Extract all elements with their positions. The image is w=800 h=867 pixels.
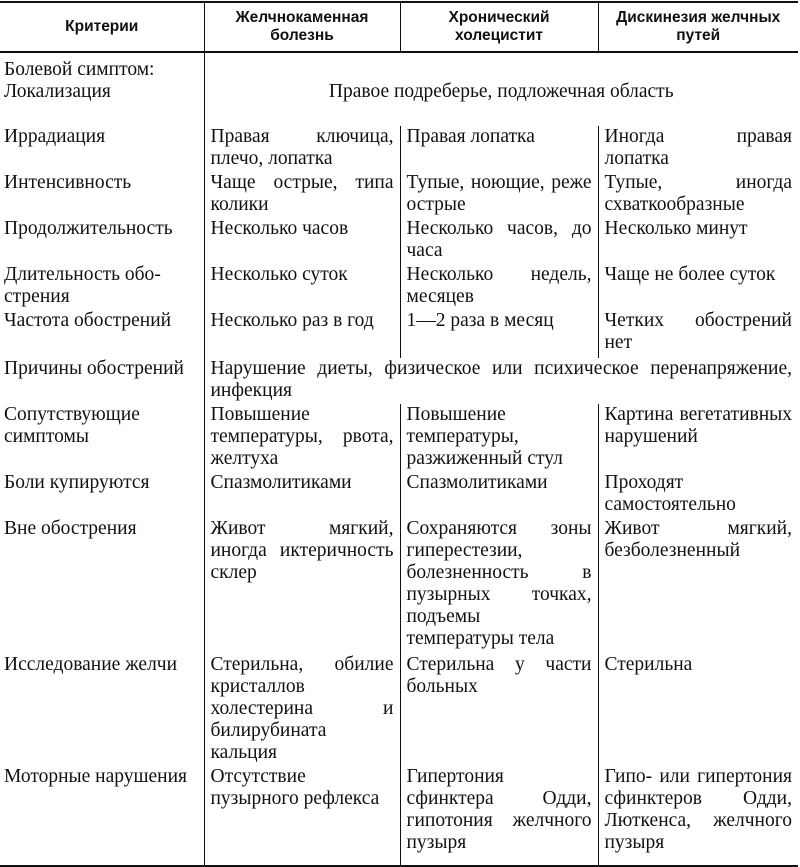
row-criterion: Вне обострения bbox=[4, 518, 137, 539]
table-row bbox=[0, 766, 798, 866]
cell-gallstone-disease: Несколько суток bbox=[204, 264, 400, 310]
cell-biliary-dyskinesia: Картина вегетативных нарушений bbox=[598, 404, 798, 472]
cell-chronic-cholecystitis: Несколько недель, месяцев bbox=[400, 264, 598, 310]
comparison-table bbox=[0, 1, 798, 867]
header-criteria: Критерии bbox=[0, 2, 204, 52]
table-row bbox=[0, 472, 798, 518]
table-body bbox=[0, 52, 798, 866]
table-row bbox=[0, 172, 798, 218]
row-criterion: Сопутствующие симптомы bbox=[4, 404, 140, 447]
header-chronic-cholecystitis: Хронический холецистит bbox=[400, 2, 598, 52]
row-criterion: Причины обострений bbox=[4, 358, 184, 379]
table-row bbox=[0, 404, 798, 472]
row-criterion: Исследование желчи bbox=[4, 654, 178, 675]
row-criterion: Интенсивность bbox=[4, 172, 132, 193]
table-row bbox=[0, 126, 798, 172]
cell-chronic-cholecystitis: Повышение температуры, разжиженный стул bbox=[400, 404, 598, 472]
row-shared-value: Правое подреберье, подложечная область bbox=[204, 52, 798, 126]
cell-biliary-dyskinesia: Проходят самостоятельно bbox=[598, 472, 798, 518]
cell-chronic-cholecystitis: Несколько часов, до часа bbox=[400, 218, 598, 264]
row-criterion: Иррадиация bbox=[4, 126, 106, 147]
cell-gallstone-disease: Чаще острые, типа колики bbox=[204, 172, 400, 218]
table-row bbox=[0, 518, 798, 654]
cell-chronic-cholecystitis: Сохраняются зоны гиперестезии, болезненность в пузырных точках, подъемы температуры тела bbox=[400, 518, 598, 654]
cell-biliary-dyskinesia: Живот мягкий, безболезненный bbox=[598, 518, 798, 654]
cell-gallstone-disease: Правая ключица, плечо, лопатка bbox=[204, 126, 400, 172]
cell-chronic-cholecystitis: 1—2 раза в месяц bbox=[400, 310, 598, 358]
header-row bbox=[0, 2, 798, 52]
cell-gallstone-disease: Живот мягкий, иногда иктеричность склер bbox=[204, 518, 400, 654]
row-criterion: Болевой симптом: Локализация bbox=[4, 59, 155, 102]
table-row bbox=[0, 310, 798, 358]
row-shared-value: Нарушение диеты, физическое или психическое перенапряжение, инфекция bbox=[204, 358, 798, 404]
cell-biliary-dyskinesia: Четких обострений нет bbox=[598, 310, 798, 358]
cell-gallstone-disease: Отсутствие пузырного рефлекса bbox=[204, 766, 400, 866]
cell-chronic-cholecystitis: Гипертония сфинктера Одди, гипотония желчного пузыря bbox=[400, 766, 598, 866]
table-row bbox=[0, 264, 798, 310]
table-row bbox=[0, 358, 798, 404]
cell-biliary-dyskinesia: Иногда правая лопатка bbox=[598, 126, 798, 172]
cell-biliary-dyskinesia: Тупые, иногда схваткообразные bbox=[598, 172, 798, 218]
table-row bbox=[0, 218, 798, 264]
row-criterion: Боли купируются bbox=[4, 472, 150, 493]
cell-chronic-cholecystitis: Стерильна у части больных bbox=[400, 654, 598, 766]
row-criterion: Частота обострений bbox=[4, 310, 172, 331]
row-criterion: Моторные нарушения bbox=[0, 766, 204, 866]
cell-biliary-dyskinesia: Несколько минут bbox=[598, 218, 798, 264]
table-header bbox=[0, 2, 798, 52]
cell-biliary-dyskinesia: Чаще не более суток bbox=[598, 264, 798, 310]
cell-gallstone-disease: Спазмолитиками bbox=[204, 472, 400, 518]
cell-chronic-cholecystitis: Правая лопатка bbox=[400, 126, 598, 172]
cell-chronic-cholecystitis: Тупые, ноющие, реже острые bbox=[400, 172, 598, 218]
cell-biliary-dyskinesia: Гипо- или гипертония сфинктеров Одди, Люткенса, желчного пузыря bbox=[598, 766, 798, 866]
header-biliary-dyskinesia: Дискинезия желчных путей bbox=[598, 2, 798, 52]
cell-gallstone-disease: Несколько часов bbox=[204, 218, 400, 264]
row-criterion: Продолжительность bbox=[4, 218, 173, 239]
cell-chronic-cholecystitis: Спазмолитиками bbox=[400, 472, 598, 518]
table-row bbox=[0, 52, 798, 126]
table-row bbox=[0, 654, 798, 766]
row-criterion: Длительность обострения bbox=[4, 264, 161, 307]
cell-gallstone-disease: Несколько раз в год bbox=[204, 310, 400, 358]
header-gallstone-disease: Желчнокаменная болезнь bbox=[204, 2, 400, 52]
cell-gallstone-disease: Повышение температуры, рвота, желтуха bbox=[204, 404, 400, 472]
cell-biliary-dyskinesia: Стерильна bbox=[598, 654, 798, 766]
cell-gallstone-disease: Стерильна, обилие кристаллов холестерина и билирубината кальция bbox=[204, 654, 400, 766]
